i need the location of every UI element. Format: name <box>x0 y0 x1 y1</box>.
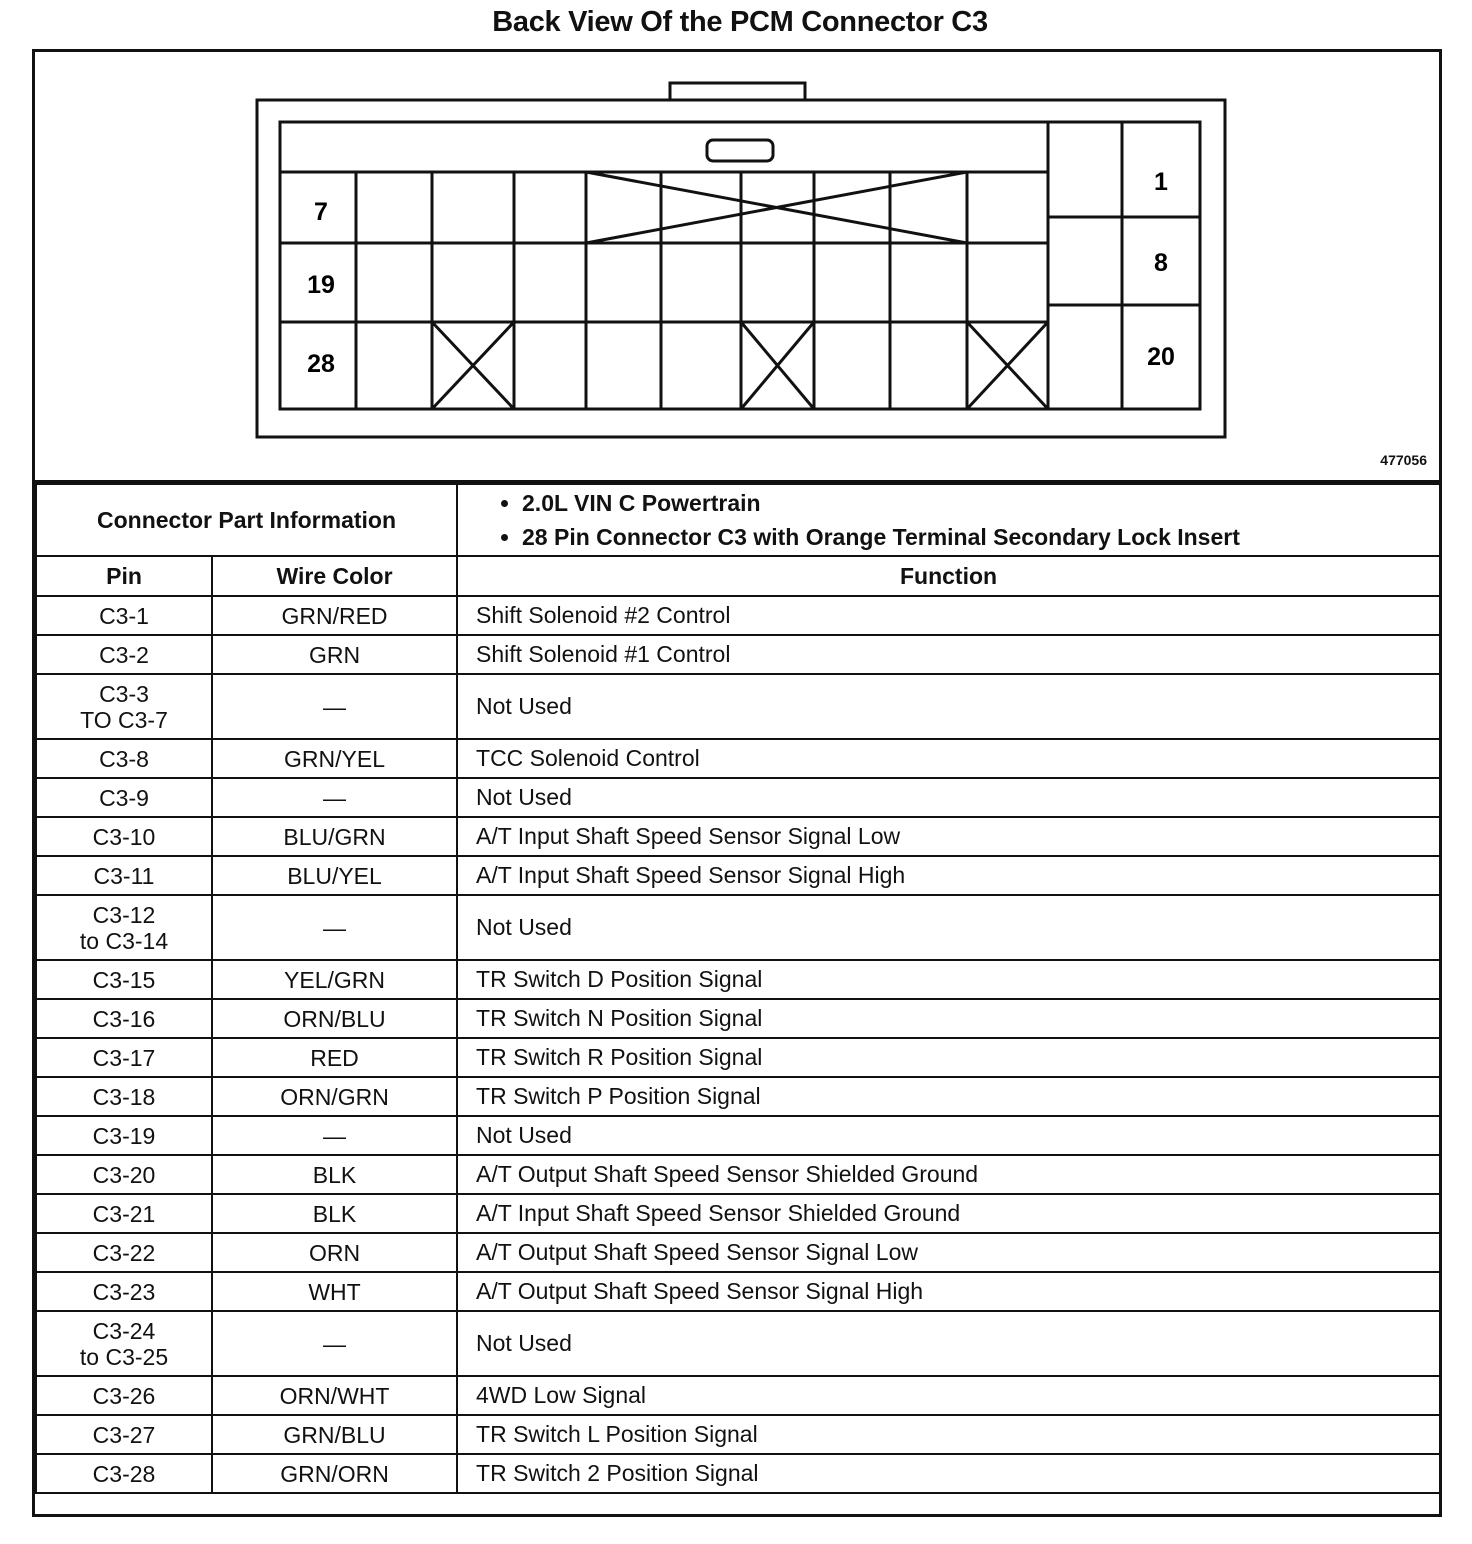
table-row <box>36 999 1440 1038</box>
pin-cell <box>36 635 212 674</box>
table-row <box>36 1038 1440 1077</box>
pin-cell <box>36 1155 212 1194</box>
table-row <box>36 1194 1440 1233</box>
function-cell: TR Switch P Position Signal <box>457 1077 1440 1116</box>
wire-color-cell: GRN/YEL <box>212 739 457 778</box>
lock-slot <box>707 140 773 161</box>
pin-cell <box>36 674 212 739</box>
wire-color-cell: WHT <box>212 1272 457 1311</box>
pin-value: C3-21 <box>92 1200 156 1227</box>
pin-value: C3-26 <box>92 1382 156 1409</box>
pin-cell <box>36 1376 212 1415</box>
pin-value: C3-12 <box>92 901 156 928</box>
function-cell: A/T Input Shaft Speed Sensor Signal High <box>457 856 1440 895</box>
wire-color-cell: GRN/ORN <box>212 1454 457 1493</box>
wire-color-cell: RED <box>212 1038 457 1077</box>
wire-color-cell: BLU/YEL <box>212 856 457 895</box>
function-cell: A/T Output Shaft Speed Sensor Shielded Ground <box>457 1155 1440 1194</box>
wire-color-cell: ORN/BLU <box>212 999 457 1038</box>
connector-diagram-area <box>35 52 1439 483</box>
pin-cell <box>36 960 212 999</box>
table-row <box>36 1272 1440 1311</box>
connector-latch-tab <box>670 83 805 100</box>
wire-color-cell: — <box>212 1311 457 1376</box>
pin-cell <box>36 999 212 1038</box>
pin-value: C3-19 <box>92 1122 156 1149</box>
function-cell: Shift Solenoid #2 Control <box>457 596 1440 635</box>
main-frame <box>32 49 1442 1517</box>
table-row <box>36 856 1440 895</box>
pin-cell <box>36 856 212 895</box>
table-row <box>36 960 1440 999</box>
header-wire-color: Wire Color <box>212 556 457 596</box>
wire-color-cell: ORN/GRN <box>212 1077 457 1116</box>
table-row <box>36 895 1440 960</box>
table-row <box>36 1233 1440 1272</box>
table-row <box>36 1376 1440 1415</box>
wire-color-cell: ORN <box>212 1233 457 1272</box>
function-cell: 4WD Low Signal <box>457 1376 1440 1415</box>
function-cell: Not Used <box>457 1311 1440 1376</box>
pin-range-end: TO C3-7 <box>80 706 168 733</box>
table-row <box>36 817 1440 856</box>
wire-color-cell: — <box>212 1116 457 1155</box>
pin-label-8: 8 <box>1154 249 1168 277</box>
table-header-row <box>36 556 1440 596</box>
pin-value: C3-10 <box>92 823 156 850</box>
table-row <box>36 1311 1440 1376</box>
function-cell: TCC Solenoid Control <box>457 739 1440 778</box>
pin-range-end: to C3-14 <box>79 927 169 954</box>
pin-label-19: 19 <box>307 271 335 299</box>
pin-cell <box>36 1233 212 1272</box>
pin-value: C3-28 <box>92 1460 156 1487</box>
wire-color-cell: YEL/GRN <box>212 960 457 999</box>
wire-color-cell: BLK <box>212 1155 457 1194</box>
function-cell: Not Used <box>457 778 1440 817</box>
pin-value: C3-3 <box>99 680 149 707</box>
function-cell: A/T Input Shaft Speed Sensor Signal Low <box>457 817 1440 856</box>
pin-cell <box>36 1038 212 1077</box>
pin-value: C3-18 <box>92 1083 156 1110</box>
table-row <box>36 778 1440 817</box>
wire-color-cell: GRN/BLU <box>212 1415 457 1454</box>
table-row <box>36 596 1440 635</box>
pin-label-28: 28 <box>307 350 335 378</box>
wire-color-cell: — <box>212 895 457 960</box>
table-row <box>36 1155 1440 1194</box>
pin-value: C3-16 <box>92 1005 156 1032</box>
function-cell: TR Switch L Position Signal <box>457 1415 1440 1454</box>
pin-cell <box>36 1116 212 1155</box>
pin-label-7: 7 <box>314 198 328 226</box>
table-row <box>36 1454 1440 1493</box>
wire-color-cell: GRN <box>212 635 457 674</box>
function-cell: TR Switch D Position Signal <box>457 960 1440 999</box>
wire-color-cell: ORN/WHT <box>212 1376 457 1415</box>
pin-table <box>35 483 1441 1494</box>
function-cell: Not Used <box>457 674 1440 739</box>
pin-cell <box>36 778 212 817</box>
function-cell: Shift Solenoid #1 Control <box>457 635 1440 674</box>
wire-color-cell: — <box>212 674 457 739</box>
table-row <box>36 1077 1440 1116</box>
pin-cell <box>36 596 212 635</box>
function-cell: Not Used <box>457 895 1440 960</box>
connector-info-bullets <box>457 484 1440 556</box>
pin-label-1: 1 <box>1154 168 1168 196</box>
function-cell: TR Switch N Position Signal <box>457 999 1440 1038</box>
table-row <box>36 739 1440 778</box>
pin-cell <box>36 1415 212 1454</box>
function-cell: Not Used <box>457 1116 1440 1155</box>
wire-color-cell: — <box>212 778 457 817</box>
pin-value: C3-15 <box>92 966 156 993</box>
function-cell: TR Switch 2 Position Signal <box>457 1454 1440 1493</box>
pin-cell <box>36 817 212 856</box>
pin-value: C3-8 <box>99 745 149 772</box>
pin-value: C3-17 <box>92 1044 156 1071</box>
pin-value: C3-11 <box>93 862 155 889</box>
pin-range-end: to C3-25 <box>79 1343 169 1370</box>
pin-label-20: 20 <box>1147 343 1175 371</box>
pin-value: C3-24 <box>92 1317 156 1344</box>
pin-cell <box>36 1272 212 1311</box>
page-title: Back View Of the PCM Connector C3 <box>492 6 988 38</box>
pin-value: C3-23 <box>92 1278 156 1305</box>
connector-diagram <box>35 52 1439 480</box>
function-cell: TR Switch R Position Signal <box>457 1038 1440 1077</box>
pin-cell <box>36 1311 212 1376</box>
connector-info-bullet: • 2.0L VIN C Powertrain <box>522 486 1439 520</box>
pin-value: C3-2 <box>99 641 149 668</box>
function-cell: A/T Input Shaft Speed Sensor Shielded Ground <box>457 1194 1440 1233</box>
table-row <box>36 1415 1440 1454</box>
figure-number: 477056 <box>1380 452 1427 468</box>
function-cell: A/T Output Shaft Speed Sensor Signal Low <box>457 1233 1440 1272</box>
connector-info-row <box>36 484 1440 556</box>
pin-value: C3-20 <box>92 1161 156 1188</box>
pin-value: C3-22 <box>92 1239 156 1266</box>
connector-info-label: Connector Part Information <box>36 484 457 556</box>
header-pin: Pin <box>36 556 212 596</box>
pin-cell <box>36 1454 212 1493</box>
connector-info-bullet: • 28 Pin Connector C3 with Orange Terminal Secondary Lock Insert <box>522 520 1439 554</box>
wire-color-cell: BLK <box>212 1194 457 1233</box>
pin-cell <box>36 1194 212 1233</box>
pin-cell <box>36 1077 212 1116</box>
wire-color-cell: GRN/RED <box>212 596 457 635</box>
pin-cell <box>36 895 212 960</box>
pin-value: C3-27 <box>92 1421 156 1448</box>
pin-value: C3-9 <box>99 784 149 811</box>
function-cell: A/T Output Shaft Speed Sensor Signal High <box>457 1272 1440 1311</box>
table-row <box>36 674 1440 739</box>
pin-cell <box>36 739 212 778</box>
wire-color-cell: BLU/GRN <box>212 817 457 856</box>
table-row <box>36 1116 1440 1155</box>
header-function: Function <box>457 556 1440 596</box>
pin-value: C3-1 <box>99 602 149 629</box>
table-row <box>36 635 1440 674</box>
